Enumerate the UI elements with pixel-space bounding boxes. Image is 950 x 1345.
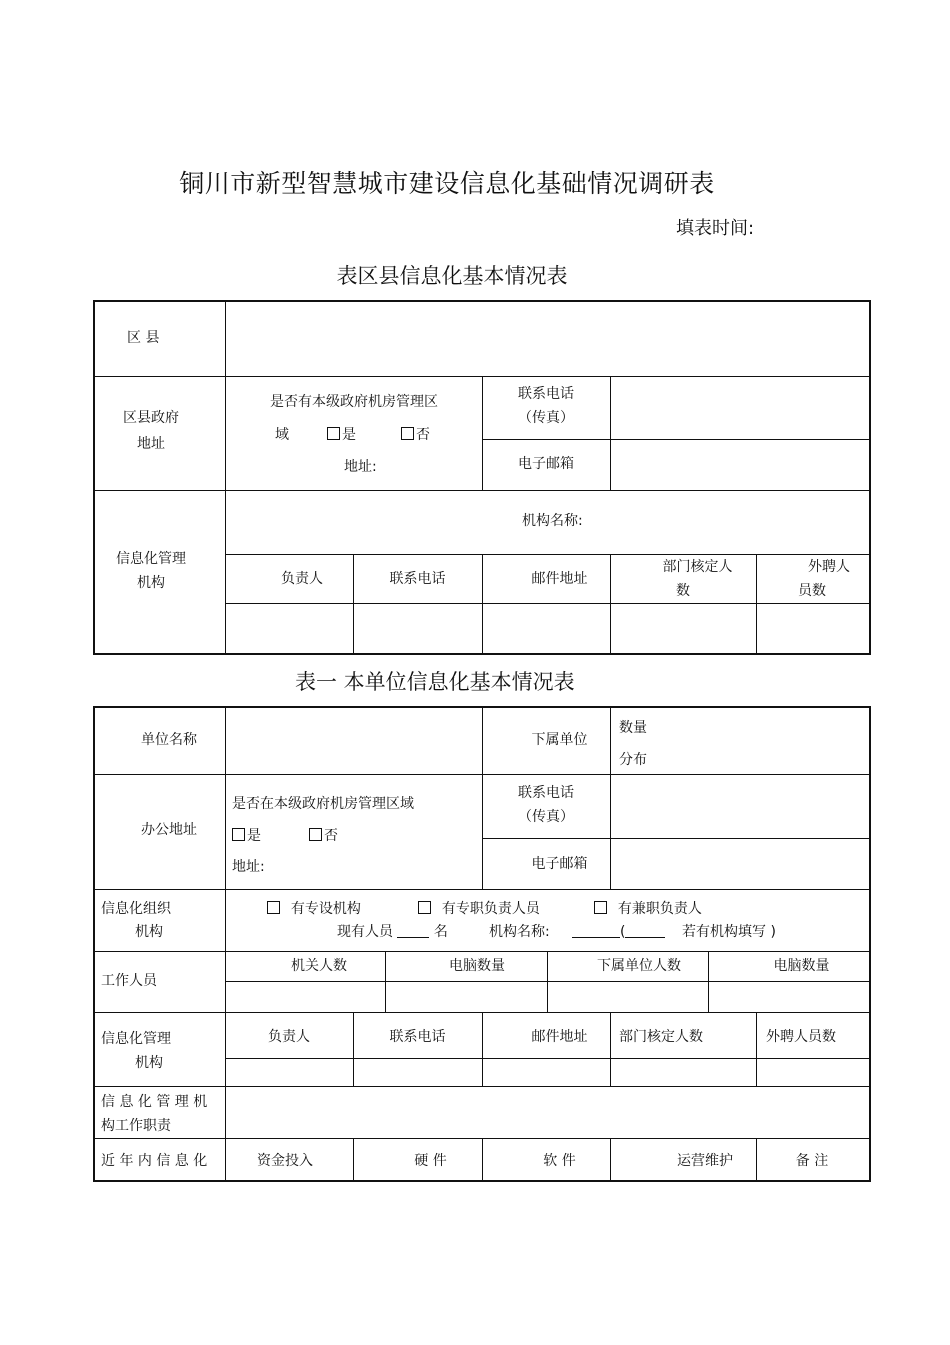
recent-col-funds: 资金投入 — [257, 1153, 313, 1169]
server-room-question-end: 域 — [275, 427, 289, 443]
document-title: 铜川市新型智慧城市建设信息化基础情况调研表 — [179, 169, 715, 198]
mail-input[interactable] — [483, 604, 610, 653]
mgmt-ext-input[interactable] — [757, 1059, 869, 1086]
mgmt-col-phone: 联系电话 — [389, 1029, 446, 1045]
phone-label-line2: （传真） — [518, 809, 574, 825]
org-name-label: 机构名称: — [489, 924, 550, 940]
workers-col-sub-staff: 下属单位人数 — [597, 958, 681, 974]
org-name-input[interactable] — [572, 923, 620, 938]
address-label: 地址: — [232, 859, 265, 875]
email-label: 电子邮箱 — [531, 856, 588, 872]
sub-staff-input[interactable] — [548, 982, 708, 1012]
phone-label-line1: 联系电话 — [518, 785, 574, 801]
col-staff-line2: 数 — [676, 583, 690, 599]
phone-input[interactable] — [611, 377, 869, 439]
fulltime-staff-checkbox[interactable] — [418, 901, 431, 914]
fill-time-label: 填表时间: — [676, 218, 755, 239]
sub-unit-qty-label: 数量 — [619, 720, 647, 736]
mgmt-col-ext: 外聘人员数 — [766, 1029, 836, 1045]
option-fulltime-staff[interactable] — [418, 897, 540, 921]
duties-label-line1: 信 息 化 管 理 机 — [101, 1094, 208, 1110]
table1-caption: 表区县信息化基本情况表 — [336, 264, 568, 288]
sub-unit-dist-label: 分布 — [619, 752, 647, 768]
col-mail: 邮件地址 — [531, 571, 588, 587]
org-name-line — [572, 920, 665, 944]
recent-col-hardware: 硬 件 — [414, 1153, 447, 1169]
mgmt-col-staff: 部门核定人数 — [619, 1029, 703, 1045]
yes-label: 是 — [342, 427, 356, 443]
col-staff-line1: 部门核定人 — [662, 559, 733, 575]
col-phone: 联系电话 — [389, 571, 446, 587]
org-name-paren: ( — [620, 924, 626, 940]
recent-years-label: 近 年 内 信 息 化 — [101, 1153, 208, 1169]
col-head: 负责人 — [281, 571, 323, 587]
district-input[interactable] — [226, 302, 869, 376]
unit-name-input[interactable] — [226, 708, 482, 774]
option-dedicated-org[interactable] — [267, 897, 361, 921]
recent-col-software: 软 件 — [543, 1153, 576, 1169]
mgmt-org-label-line2: 机构 — [135, 1055, 163, 1071]
mgmt-staff-input[interactable] — [611, 1059, 756, 1086]
staff-count-input[interactable] — [226, 982, 385, 1012]
mgmt-head-input[interactable] — [226, 1059, 353, 1086]
mgmt-phone-input[interactable] — [354, 1059, 482, 1086]
sub-unit-label: 下属单位 — [531, 732, 588, 748]
gov-address-label-line2: 地址 — [137, 436, 165, 452]
dedicated-org-label: 有专设机构 — [290, 901, 361, 917]
sub-pc-input[interactable] — [709, 982, 869, 1012]
server-room-question: 是否有本级政府机房管理区 — [270, 394, 438, 410]
col-ext-line1: 外聘人 — [808, 559, 850, 575]
org-phone-input[interactable] — [354, 604, 482, 653]
mgmt-col-mail: 邮件地址 — [531, 1029, 588, 1045]
yes-checkbox[interactable] — [327, 427, 340, 440]
org-fill-note: 若有机构填写 ) — [682, 924, 776, 940]
no-label: 否 — [416, 427, 430, 443]
office-yes[interactable] — [232, 824, 261, 848]
server-room-question: 是否在本级政府机房管理区域 — [232, 796, 414, 812]
email-input[interactable] — [611, 839, 869, 889]
staff-input[interactable] — [611, 604, 756, 653]
yes-checkbox[interactable] — [232, 828, 245, 841]
email-input[interactable] — [611, 440, 869, 490]
unit-info-table — [93, 706, 871, 1182]
current-staff-input[interactable] — [397, 923, 429, 938]
ext-staff-input[interactable] — [757, 604, 869, 653]
no-label: 否 — [324, 828, 338, 844]
address-label: 地址: — [344, 459, 377, 475]
phone-label-line1: 联系电话 — [518, 386, 574, 402]
option-parttime-staff[interactable] — [594, 897, 702, 921]
org-name-label: 机构名称: — [522, 513, 583, 529]
district-label: 区 县 — [127, 330, 160, 346]
no-checkbox[interactable] — [309, 828, 322, 841]
duties-input[interactable] — [226, 1087, 869, 1138]
dedicated-org-checkbox[interactable] — [267, 901, 280, 914]
info-org-label-line2: 机构 — [135, 924, 163, 940]
parttime-staff-checkbox[interactable] — [594, 901, 607, 914]
gov-address-label-line1: 区县政府 — [123, 410, 179, 426]
phone-label-line2: （传真） — [518, 410, 574, 426]
head-input[interactable] — [226, 604, 353, 653]
unit-name-label: 单位名称 — [141, 732, 197, 748]
org-name-input-2[interactable] — [625, 923, 665, 938]
mgmt-org-label-line1: 信息化管理 — [101, 1031, 171, 1047]
email-label: 电子邮箱 — [518, 456, 574, 472]
mgmt-col-head: 负责人 — [268, 1029, 310, 1045]
workers-col-pcs: 电脑数量 — [449, 958, 505, 974]
parttime-staff-label: 有兼职负责人 — [617, 901, 702, 917]
current-staff-line — [337, 920, 448, 944]
info-org-label-line1: 信息化管理 — [116, 551, 186, 567]
office-address-label: 办公地址 — [141, 822, 197, 838]
mgmt-mail-input[interactable] — [483, 1059, 610, 1086]
server-room-no[interactable] — [401, 423, 430, 447]
recent-col-notes: 备 注 — [795, 1153, 829, 1169]
recent-col-ops: 运营维护 — [677, 1153, 733, 1169]
col-ext-line2: 员数 — [798, 583, 826, 599]
current-staff-unit: 名 — [433, 924, 448, 940]
workers-col-sub-pcs: 电脑数量 — [773, 958, 830, 974]
no-checkbox[interactable] — [401, 427, 414, 440]
duties-label-line2: 构工作职责 — [101, 1118, 171, 1134]
yes-label: 是 — [247, 828, 261, 844]
fulltime-staff-label: 有专职负责人员 — [441, 901, 540, 917]
district-info-table — [93, 300, 871, 655]
server-room-yes[interactable] — [327, 423, 356, 447]
info-org-label-line2: 机构 — [137, 575, 165, 591]
table2-caption: 表一 本单位信息化基本情况表 — [295, 670, 575, 694]
info-org-label-line1: 信息化组织 — [101, 901, 171, 917]
workers-label: 工作人员 — [101, 973, 157, 989]
current-staff-label: 现有人员 — [337, 924, 393, 940]
workers-col-staff: 机关人数 — [291, 958, 347, 974]
phone-input[interactable] — [611, 775, 869, 838]
office-no[interactable] — [309, 824, 338, 848]
pc-count-input[interactable] — [386, 982, 547, 1012]
